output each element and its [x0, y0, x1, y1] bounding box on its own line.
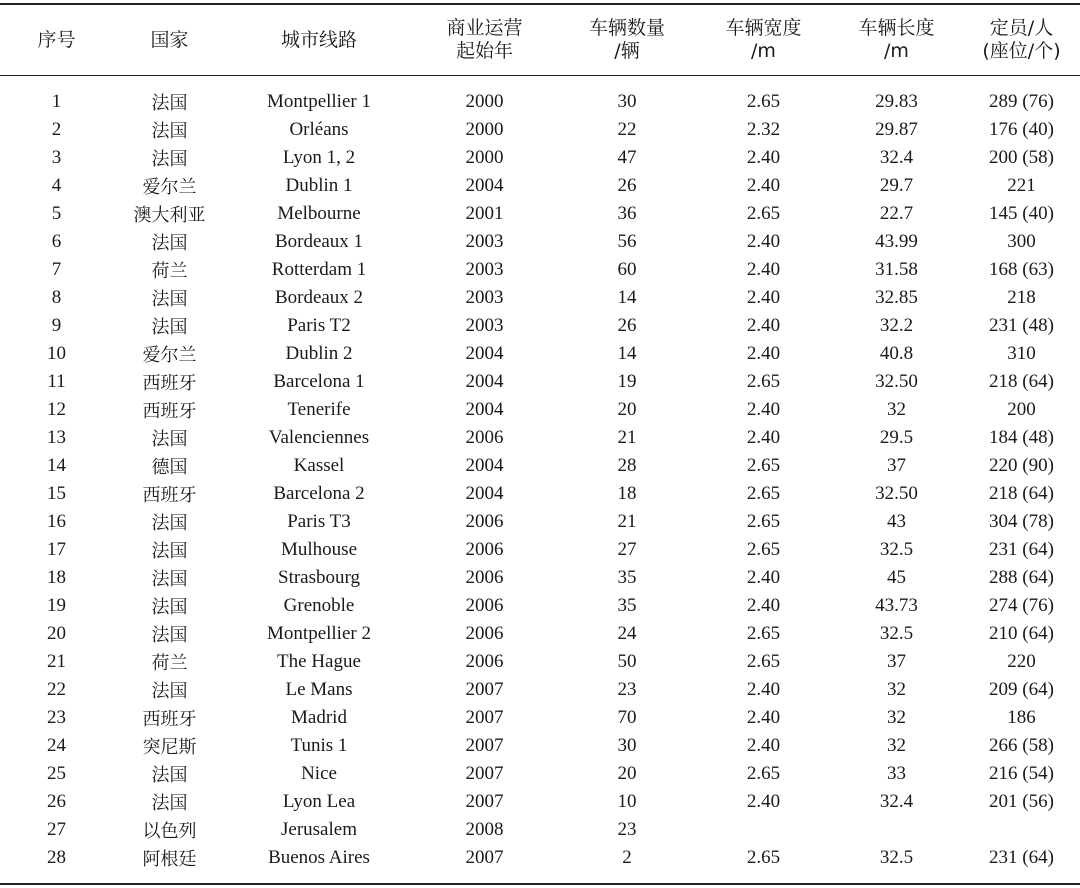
cell-vehicle-width: 2.65	[746, 623, 781, 644]
cell-vehicle-width: 2.40	[746, 427, 781, 448]
cell-vehicle-length: 43	[887, 511, 906, 532]
cell-vehicle-count: 56	[617, 231, 637, 252]
table-row	[0, 396, 1080, 424]
cell-start-year: 2006	[465, 427, 504, 448]
cell-start-year: 2003	[465, 259, 504, 280]
cell-vehicle-width: 2.40	[746, 231, 781, 252]
cell-country: 澳大利亚	[133, 205, 206, 226]
cell-vehicle-length: 43.73	[875, 595, 918, 616]
cell-start-year: 2004	[465, 455, 504, 476]
cell-city-line: Buenos Aires	[268, 847, 370, 868]
cell-country: 法国	[151, 429, 188, 450]
table-header-row	[0, 5, 1080, 75]
cell-vehicle-count: 26	[617, 315, 637, 336]
header-start-year: 商业运营 起始年	[446, 17, 523, 62]
table-row	[0, 592, 1080, 620]
cell-vehicle-length: 22.7	[879, 203, 914, 224]
header-country: 国家	[150, 28, 189, 51]
cell-start-year: 2007	[465, 679, 504, 700]
cell-vehicle-count: 24	[617, 623, 637, 644]
cell-vehicle-length: 43.99	[875, 231, 918, 252]
cell-index: 21	[47, 651, 66, 672]
cell-vehicle-length: 32.2	[879, 315, 914, 336]
cell-vehicle-width: 2.40	[746, 343, 781, 364]
table-row	[0, 340, 1080, 368]
cell-index: 14	[47, 455, 66, 476]
cell-country: 法国	[151, 289, 188, 310]
cell-vehicle-count: 26	[617, 175, 637, 196]
cell-vehicle-length: 32.50	[875, 483, 918, 504]
table-row	[0, 228, 1080, 256]
table-row	[0, 256, 1080, 284]
cell-capacity: 176 (40)	[989, 119, 1054, 140]
cell-index: 24	[47, 735, 66, 756]
cell-start-year: 2007	[465, 763, 504, 784]
cell-country: 突尼斯	[142, 737, 197, 758]
cell-vehicle-width: 2.40	[746, 735, 781, 756]
cell-vehicle-count: 14	[617, 287, 637, 308]
cell-index: 2	[51, 119, 62, 140]
cell-country: 西班牙	[142, 485, 197, 506]
cell-index: 19	[47, 595, 66, 616]
cell-index: 1	[51, 91, 62, 112]
cell-index: 9	[51, 315, 62, 336]
cell-start-year: 2000	[465, 91, 504, 112]
cell-vehicle-width: 2.65	[746, 539, 781, 560]
table-row	[0, 648, 1080, 676]
cell-vehicle-count: 27	[617, 539, 637, 560]
cell-capacity: 218 (64)	[989, 483, 1054, 504]
cell-city-line: Madrid	[291, 707, 347, 728]
cell-city-line: Rotterdam 1	[271, 259, 367, 280]
cell-start-year: 2006	[465, 595, 504, 616]
cell-vehicle-length	[830, 816, 963, 844]
cell-country: 法国	[151, 541, 188, 562]
cell-index: 17	[47, 539, 66, 560]
cell-city-line: The Hague	[277, 651, 361, 672]
cell-index: 28	[47, 847, 66, 868]
cell-vehicle-count: 35	[617, 595, 637, 616]
cell-vehicle-width: 2.40	[746, 567, 781, 588]
table-body	[0, 75, 1080, 872]
cell-country: 法国	[151, 625, 188, 646]
cell-vehicle-count: 28	[617, 455, 637, 476]
cell-vehicle-length: 33	[887, 763, 906, 784]
cell-city-line: Tenerife	[287, 399, 351, 420]
table-row	[0, 312, 1080, 340]
cell-vehicle-count: 70	[617, 707, 637, 728]
table-row	[0, 144, 1080, 172]
table-row	[0, 424, 1080, 452]
cell-vehicle-length: 37	[887, 455, 906, 476]
cell-city-line: Dublin 2	[285, 343, 353, 364]
cell-country: 西班牙	[142, 709, 197, 730]
cell-vehicle-length: 31.58	[875, 259, 918, 280]
cell-start-year: 2004	[465, 371, 504, 392]
cell-country: 法国	[151, 121, 188, 142]
cell-start-year: 2003	[465, 287, 504, 308]
cell-vehicle-length: 37	[887, 651, 906, 672]
cell-vehicle-width: 2.40	[746, 679, 781, 700]
cell-capacity: 300	[1007, 231, 1036, 252]
cell-index: 8	[51, 287, 62, 308]
cell-vehicle-count: 50	[617, 651, 637, 672]
cell-city-line: Lyon 1, 2	[282, 147, 356, 168]
cell-city-line: Dublin 1	[285, 175, 353, 196]
cell-vehicle-length: 40.8	[879, 343, 914, 364]
cell-capacity: 184 (48)	[989, 427, 1054, 448]
cell-capacity: 266 (58)	[989, 735, 1054, 756]
cell-start-year: 2008	[465, 819, 504, 840]
cell-country: 法国	[151, 793, 188, 814]
cell-capacity: 201 (56)	[989, 791, 1054, 812]
cell-vehicle-width: 2.40	[746, 595, 781, 616]
cell-city-line: Mulhouse	[281, 539, 357, 560]
cell-capacity: 210 (64)	[989, 623, 1054, 644]
cell-city-line: Kassel	[293, 455, 345, 476]
cell-vehicle-length: 32	[887, 707, 906, 728]
table-row	[0, 788, 1080, 816]
table-row	[0, 508, 1080, 536]
cell-vehicle-count: 47	[617, 147, 637, 168]
cell-index: 4	[51, 175, 62, 196]
cell-vehicle-count: 22	[617, 119, 637, 140]
cell-country: 法国	[151, 149, 188, 170]
cell-index: 18	[47, 567, 66, 588]
cell-capacity: 231 (48)	[989, 315, 1054, 336]
cell-vehicle-count: 19	[617, 371, 637, 392]
table-row	[0, 75, 1080, 116]
table-row	[0, 172, 1080, 200]
cell-vehicle-length: 32.4	[879, 147, 914, 168]
cell-vehicle-width	[697, 816, 830, 844]
header-vehicle-length: 车辆长度 /m	[858, 17, 935, 62]
cell-vehicle-count: 2	[622, 847, 632, 868]
cell-country: 西班牙	[142, 373, 197, 394]
cell-vehicle-width: 2.65	[746, 847, 781, 868]
cell-capacity: 288 (64)	[989, 567, 1054, 588]
header-city-line: 城市线路	[280, 28, 357, 51]
cell-country: 法国	[151, 765, 188, 786]
table-bottom-rule	[0, 883, 1080, 885]
cell-vehicle-width: 2.65	[746, 763, 781, 784]
cell-vehicle-length: 29.87	[875, 119, 918, 140]
header-index: 序号	[37, 28, 76, 51]
cell-index: 15	[47, 483, 66, 504]
table-row	[0, 620, 1080, 648]
cell-capacity	[963, 816, 1080, 844]
cell-capacity: 304 (78)	[989, 511, 1054, 532]
cell-start-year: 2004	[465, 399, 504, 420]
cell-index: 16	[47, 511, 66, 532]
cell-index: 26	[47, 791, 66, 812]
cell-city-line: Bordeaux 1	[274, 231, 364, 252]
cell-vehicle-width: 2.40	[746, 399, 781, 420]
cell-start-year: 2003	[465, 231, 504, 252]
table-row	[0, 844, 1080, 872]
table-row	[0, 480, 1080, 508]
table-row	[0, 732, 1080, 760]
table-row	[0, 284, 1080, 312]
cell-capacity: 200	[1007, 399, 1036, 420]
cell-city-line: Valenciennes	[268, 427, 370, 448]
table-row	[0, 200, 1080, 228]
cell-country: 阿根廷	[142, 849, 197, 870]
cell-vehicle-width: 2.40	[746, 147, 781, 168]
header-vehicle-count: 车辆数量 /辆	[588, 17, 665, 62]
cell-vehicle-length: 32.5	[879, 847, 914, 868]
cell-vehicle-length: 32.50	[875, 371, 918, 392]
cell-vehicle-length: 32	[887, 399, 906, 420]
cell-start-year: 2000	[465, 119, 504, 140]
table-row	[0, 536, 1080, 564]
cell-index: 22	[47, 679, 66, 700]
cell-vehicle-length: 32.5	[879, 539, 914, 560]
cell-vehicle-count: 18	[617, 483, 637, 504]
cell-vehicle-length: 32	[887, 735, 906, 756]
cell-vehicle-length: 32.4	[879, 791, 914, 812]
cell-start-year: 2003	[465, 315, 504, 336]
cell-start-year: 2001	[465, 203, 504, 224]
cell-index: 27	[47, 819, 66, 840]
cell-start-year: 2007	[465, 707, 504, 728]
cell-city-line: Orléans	[289, 119, 349, 140]
cell-vehicle-count: 20	[617, 399, 637, 420]
cell-country: 荷兰	[151, 261, 188, 282]
cell-index: 11	[47, 371, 66, 392]
table-row	[0, 368, 1080, 396]
cell-city-line: Paris T3	[287, 511, 351, 532]
cell-vehicle-length: 45	[887, 567, 906, 588]
cell-country: 法国	[151, 681, 188, 702]
cell-index: 10	[47, 343, 66, 364]
cell-vehicle-count: 23	[617, 679, 637, 700]
cell-index: 13	[47, 427, 66, 448]
cell-city-line: Lyon Lea	[282, 791, 356, 812]
cell-country: 法国	[151, 513, 188, 534]
cell-city-line: Barcelona 2	[273, 483, 365, 504]
cell-country: 爱尔兰	[142, 177, 197, 198]
cell-country: 法国	[151, 317, 188, 338]
cell-index: 7	[51, 259, 62, 280]
cell-vehicle-count: 21	[617, 511, 637, 532]
cell-country: 爱尔兰	[142, 345, 197, 366]
cell-vehicle-count: 60	[617, 259, 637, 280]
table-row	[0, 452, 1080, 480]
cell-vehicle-width: 2.40	[746, 791, 781, 812]
cell-capacity: 274 (76)	[989, 595, 1054, 616]
cell-vehicle-width: 2.40	[746, 175, 781, 196]
cell-capacity: 145 (40)	[989, 203, 1054, 224]
cell-vehicle-width: 2.65	[746, 455, 781, 476]
cell-capacity: 220 (90)	[989, 455, 1054, 476]
cell-country: 法国	[151, 233, 188, 254]
cell-city-line: Bordeaux 2	[274, 287, 364, 308]
cell-vehicle-count: 21	[617, 427, 637, 448]
cell-vehicle-width: 2.40	[746, 259, 781, 280]
cell-start-year: 2007	[465, 847, 504, 868]
cell-vehicle-length: 32.85	[875, 287, 918, 308]
cell-index: 5	[51, 203, 62, 224]
cell-capacity: 231 (64)	[989, 847, 1054, 868]
cell-index: 20	[47, 623, 66, 644]
cell-capacity: 231 (64)	[989, 539, 1054, 560]
cell-capacity: 289 (76)	[989, 91, 1054, 112]
cell-index: 3	[51, 147, 62, 168]
cell-country: 西班牙	[142, 401, 197, 422]
cell-city-line: Grenoble	[283, 595, 355, 616]
cell-city-line: Paris T2	[287, 315, 351, 336]
cell-city-line: Tunis 1	[290, 735, 348, 756]
cell-city-line: Melbourne	[277, 203, 361, 224]
table-row	[0, 704, 1080, 732]
cell-capacity: 209 (64)	[989, 679, 1054, 700]
cell-start-year: 2006	[465, 539, 504, 560]
cell-country: 德国	[151, 457, 188, 478]
cell-capacity: 186	[1007, 707, 1036, 728]
cell-capacity: 310	[1007, 343, 1036, 364]
cell-vehicle-count: 10	[617, 791, 637, 812]
cell-index: 25	[47, 763, 66, 784]
cell-start-year: 2004	[465, 343, 504, 364]
cell-vehicle-width: 2.40	[746, 315, 781, 336]
cell-start-year: 2004	[465, 483, 504, 504]
cell-vehicle-length: 29.7	[879, 175, 914, 196]
cell-capacity: 220	[1007, 651, 1036, 672]
cell-city-line: Jerusalem	[281, 819, 357, 840]
cell-city-line: Montpellier 2	[267, 623, 371, 644]
cell-vehicle-length: 29.5	[879, 427, 914, 448]
cell-vehicle-width: 2.65	[746, 483, 781, 504]
cell-country: 以色列	[142, 821, 197, 842]
cell-index: 12	[47, 399, 66, 420]
cell-index: 6	[51, 231, 62, 252]
header-vehicle-width: 车辆宽度 /m	[725, 17, 802, 62]
cell-vehicle-width: 2.40	[746, 287, 781, 308]
cell-vehicle-width: 2.32	[746, 119, 781, 140]
cell-capacity: 218 (64)	[989, 371, 1054, 392]
table-row	[0, 676, 1080, 704]
cell-vehicle-count: 20	[617, 763, 637, 784]
cell-capacity: 218	[1007, 287, 1036, 308]
cell-start-year: 2006	[465, 567, 504, 588]
cell-vehicle-count: 36	[617, 203, 637, 224]
cell-vehicle-length: 32.5	[879, 623, 914, 644]
cell-start-year: 2007	[465, 791, 504, 812]
cell-vehicle-count: 35	[617, 567, 637, 588]
cell-vehicle-width: 2.65	[746, 371, 781, 392]
cell-vehicle-count: 14	[617, 343, 637, 364]
cell-capacity: 200 (58)	[989, 147, 1054, 168]
cell-city-line: Montpellier 1	[267, 91, 371, 112]
cell-vehicle-length: 32	[887, 679, 906, 700]
header-capacity: 定员/人 (座位/个)	[982, 17, 1061, 62]
cell-start-year: 2000	[465, 147, 504, 168]
cell-vehicle-width: 2.65	[746, 91, 781, 112]
cell-start-year: 2006	[465, 623, 504, 644]
cell-capacity: 168 (63)	[989, 259, 1054, 280]
table-row	[0, 564, 1080, 592]
cell-capacity: 216 (54)	[989, 763, 1054, 784]
cell-city-line: Strasbourg	[278, 567, 360, 588]
cell-city-line: Nice	[301, 763, 337, 784]
cell-vehicle-length: 29.83	[875, 91, 918, 112]
cell-vehicle-count: 23	[617, 819, 637, 840]
cell-country: 法国	[151, 597, 188, 618]
cell-capacity: 221	[1007, 175, 1036, 196]
cell-start-year: 2006	[465, 651, 504, 672]
cell-city-line: Le Mans	[285, 679, 353, 700]
cell-vehicle-width: 2.40	[746, 707, 781, 728]
cell-vehicle-count: 30	[617, 735, 637, 756]
cell-vehicle-count: 30	[617, 91, 637, 112]
cell-start-year: 2004	[465, 175, 504, 196]
cell-vehicle-width: 2.65	[746, 203, 781, 224]
cell-city-line: Barcelona 1	[273, 371, 365, 392]
cell-country: 法国	[151, 569, 188, 590]
cell-start-year: 2006	[465, 511, 504, 532]
cell-country: 荷兰	[151, 653, 188, 674]
data-table	[0, 5, 1080, 872]
table-row	[0, 816, 1080, 844]
cell-index: 23	[47, 707, 66, 728]
table-row	[0, 760, 1080, 788]
cell-country: 法国	[151, 93, 188, 114]
table-row	[0, 116, 1080, 144]
cell-vehicle-width: 2.65	[746, 511, 781, 532]
cell-vehicle-width: 2.65	[746, 651, 781, 672]
cell-start-year: 2007	[465, 735, 504, 756]
